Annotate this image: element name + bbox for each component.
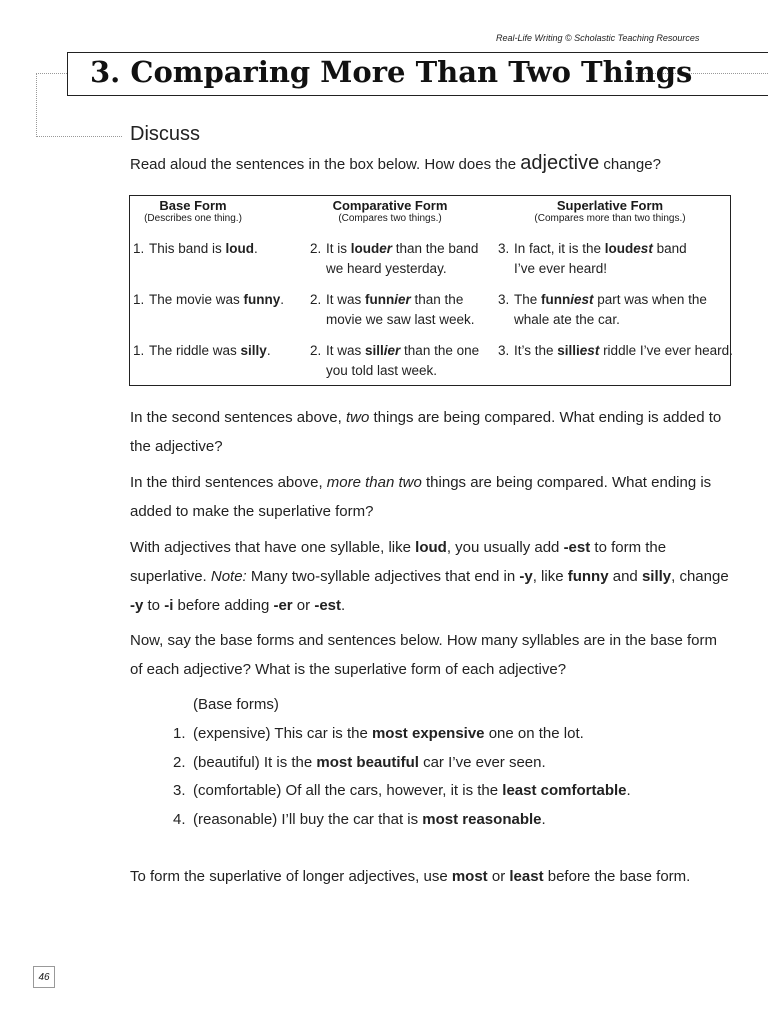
list-item: 1. (expensive) This car is the most expensive one on the lot. [173,725,584,742]
list-item: 2. (beautiful) It is the most beautiful car I’ve ever seen. [173,754,546,771]
page-number: 46 [33,966,55,988]
page-title: 3. Comparing More Than Two Things [90,55,693,89]
table-cell-comparative: 2. It was sillier than the one you told last week. [310,343,480,378]
table-cell-superlative: 3. The funniest part was when the whale ate the car. [498,292,707,327]
section-heading: Discuss [130,123,201,145]
intro-text [130,152,661,175]
dotted-guide-line [36,73,37,137]
list-label: (Base forms) [193,696,279,713]
table-cell-comparative: 2. It was funnier than the movie we saw last week. [310,292,475,327]
list-item: 3. (comfortable) Of all the cars, however, it is the least comfortable. [173,782,631,799]
column-title: Superlative Form [556,198,664,213]
column-title: Base Form [159,198,227,213]
table-cell-superlative: 3. In fact, it is the loudest band I’ve ever heard! [498,241,687,276]
column-header-base [130,198,256,224]
instruction-paragraph: Now, say the base forms and sentences below. How many syllables are in the base form of each adjective? What is the superlative form of each adjective? [130,632,717,678]
table-cell-superlative: 3. It’s the silliest riddle I’ve ever heard. [498,343,733,358]
column-subtitle: (Describes one thing.) [144,213,242,224]
table-cell-comparative: 2. It is louder than the band we heard yesterday. [310,241,479,276]
list-item: 4. (reasonable) I’ll buy the car that is most reasonable. [173,811,546,828]
column-header-comparative [310,198,470,224]
column-subtitle: (Compares two things.) [338,213,442,224]
question-paragraph: In the second sentences above, two things are being compared. What ending is added to the adjective? [130,409,722,455]
column-subtitle: (Compares more than two things.) [534,213,686,224]
table-cell-base: 1. The riddle was silly. [133,343,271,358]
intro-before: Read aloud the sentences in the box below. How does the [130,156,521,173]
table-cell-base: 1. This band is loud. [133,241,258,256]
question-paragraph: In the third sentences above, more than two things are being compared. What ending is added to make the superlative form? [130,474,712,520]
rule-paragraph: With adjectives that have one syllable, like loud, you usually add -est to form the superlative. Note: Many two-syllable adjectives that end in -y, like funny and silly, change -y to -i before adding -er or -est. [130,539,729,614]
summary-paragraph: To form the superlative of longer adjectives, use most or least before the base form. [130,868,691,885]
intro-after: change? [599,156,661,173]
intro-keyword: adjective [520,152,600,174]
dotted-guide-line [36,136,122,137]
column-title: Comparative Form [332,198,448,213]
comparison-table [129,195,731,386]
table-cell-base: 1. The movie was funny. [133,292,285,307]
dotted-guide-line [36,73,67,74]
copyright-credit: Real-Life Writing © Scholastic Teaching Resources [496,33,700,43]
column-header-superlative [510,198,710,224]
